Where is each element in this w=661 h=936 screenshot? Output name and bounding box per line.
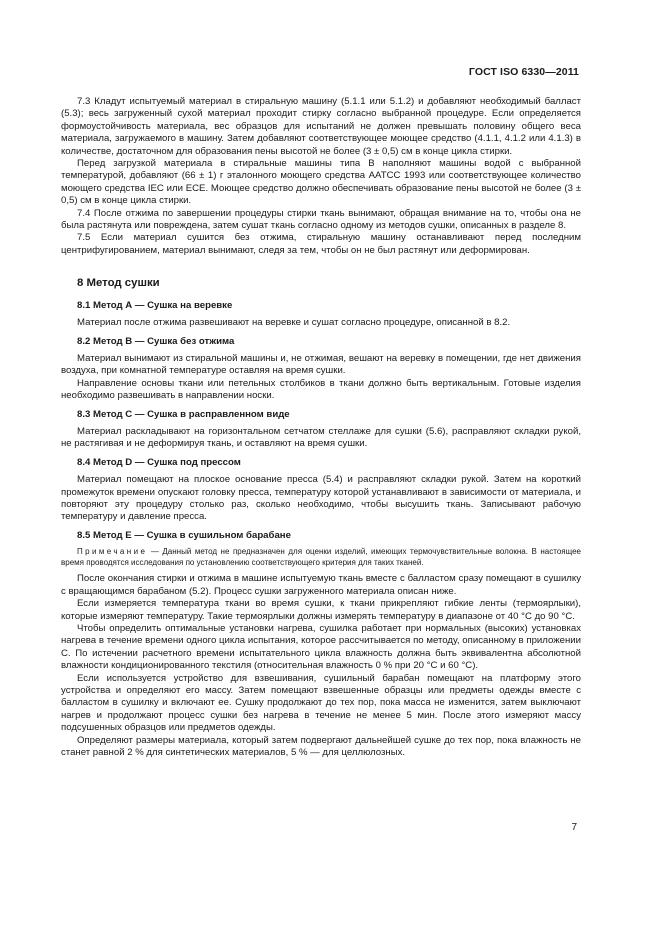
paragraph-8-5-e: Определяют размеры материала, который затем подвергают дальнейшей сушке до тех пор, пока влажность не станет равной 2 % для синтетических материалов, 5 % — для целлюлозных. [61, 734, 581, 759]
paragraph-7-5: 7.5 Если материал сушится без отжима, стиральную машину останавливают перед последним центрифугированием, материал вынимают, следя за тем, чтобы он не был растянут или деформирован. [61, 232, 581, 256]
paragraph-8-1: Материал после отжима развешивают на веревке и сушат согласно процедуре, описанной в 8.2. [77, 317, 511, 329]
note-text: — Данный метод не предназначен для оценки изделий, имеющих термочувствительные волокна. В настоящее время проводятся исследования по установлению соответствующего критерия для таких тканей. [61, 547, 581, 567]
note-label: Примечание [77, 547, 148, 557]
section-heading-8: 8 Метод сушки [77, 277, 160, 290]
paragraph-7-4: 7.4 После отжима по завершении процедуры стирки ткань вынимают, обращая внимание на то, чтобы она не была растянута или повреждена, затем сушат ткань согласно одному из методов сушки, описанных в разделе 8. [61, 207, 581, 232]
paragraph-8-2-b: Направление основы ткани или петельных столбиков в ткани должно быть вертикальным. Готовые изделия необходимо развешивать в направлении носки. [61, 377, 581, 402]
subsection-heading-8-3: 8.3 Метод С — Сушка в расправленном виде [77, 408, 290, 420]
document-header: ГОСТ ISO 6330—2011 [468, 66, 579, 78]
page-number: 7 [571, 822, 577, 833]
paragraph-7-3: 7.3 Кладут испытуемый материал в стиральную машину (5.1.1 или 5.1.2) и добавляют необходимый балласт (5.3); весь загруженный сухой материал проходит стирку согласно выбранной процедуре. Если определяется формоустойчивость материала, вес образцов для испытаний не должен превышать половину общего веса материала, загружаемого в машину. Затем добавляют соответствующее моющее средство (4.1.1, 4.1.2 или 4.1.3) в количестве, достаточном для образования пены высотой не более (3 ± 0,5) см в конце цикла стирки. [61, 96, 581, 157]
paragraph-8-2-a: Материал вынимают из стиральной машины и, не отжимая, вешают на веревку в помещении, где нет движения воздуха, при комнатной температуре оставляя на время сушки. [61, 352, 581, 377]
document-body [61, 96, 581, 759]
subsection-heading-8-4: 8.4 Метод D — Сушка под прессом [77, 456, 241, 468]
paragraph-8-4: Материал помещают на плоское основание пресса (5.4) и расправляют складки рукой. Затем на короткий промежуток времени опускают головку пресса, температуру которой устанавливают в зависимости от материала, и повторяют эту процедуру столько раз, сколько необходимо, чтобы высушить ткань. Записывают рабочую температуру и давление пресса. [61, 474, 581, 523]
paragraph-7-3-b: Перед загрузкой материала в стиральные машины типа В наполняют машины водой с выбранной температурой, добавляют (66 ± 1) г эталонного моющего средства AATCC 1993 или соответствующее количество моющего средства IEC или ECE. Моющее средство должно обеспечивать образование пены высотой не более (3 ± 0,5) см в конце цикла стирки. [61, 158, 581, 207]
paragraph-8-5-c: Чтобы определить оптимальные установки нагрева, сушилка работает при нормальных (высоких) установках нагрева в течение времени одного цикла испытания, которое рассчитывается по методу, описанному в приложении С. По истечении расчетного времени испытательного цикла влажность должна быть эквивалентна абсолютной влажности кондиционированного текстиля (относительная влажность 0 % при 20 °С и 60 °С). [61, 623, 581, 672]
subsection-heading-8-1: 8.1 Метод А — Сушка на веревке [77, 299, 233, 311]
subsection-heading-8-2: 8.2 Метод В — Сушка без отжима [77, 335, 235, 347]
paragraph-8-5-d: Если используется устройство для взвешивания, сушильный барабан помещают на платформу этого устройства и определяют его массу. Затем помещают взвешенные образцы или предметы одежды вместе с балластом в сушилку и включают ее. Сушку продолжают до тех пор, пока масса не изменится, затем выключают нагрев и продолжают процесс сушки без нагрева в течение не менее 5 мин. После этого измеряют массу подсушенных образцов или предметов одежды. [61, 672, 581, 734]
subsection-heading-8-5: 8.5 Метод Е — Сушка в сушильном барабане [77, 529, 291, 541]
note [61, 547, 581, 568]
paragraph-8-3: Материал раскладывают на горизонтальном сетчатом стеллаже для сушки (5.6), расправляют складки рукой, не растягивая и не деформируя ткань, и оставляют на время сушки. [61, 425, 581, 450]
paragraph-8-5-a: После окончания стирки и отжима в машине испытуемую ткань вместе с балластом сразу помещают в сушилку с вращающимся барабаном (5.2). Процесс сушки загруженного материала описан ниже. [61, 573, 581, 597]
paragraph-8-5-b: Если измеряется температура ткани во время сушки, к ткани прикрепляют гибкие ленты (термоярлыки), которые измеряют температуру. Такие термоярлыки должны измерять температуру в диапазоне от 40 °С до 90 °С. [61, 598, 581, 622]
